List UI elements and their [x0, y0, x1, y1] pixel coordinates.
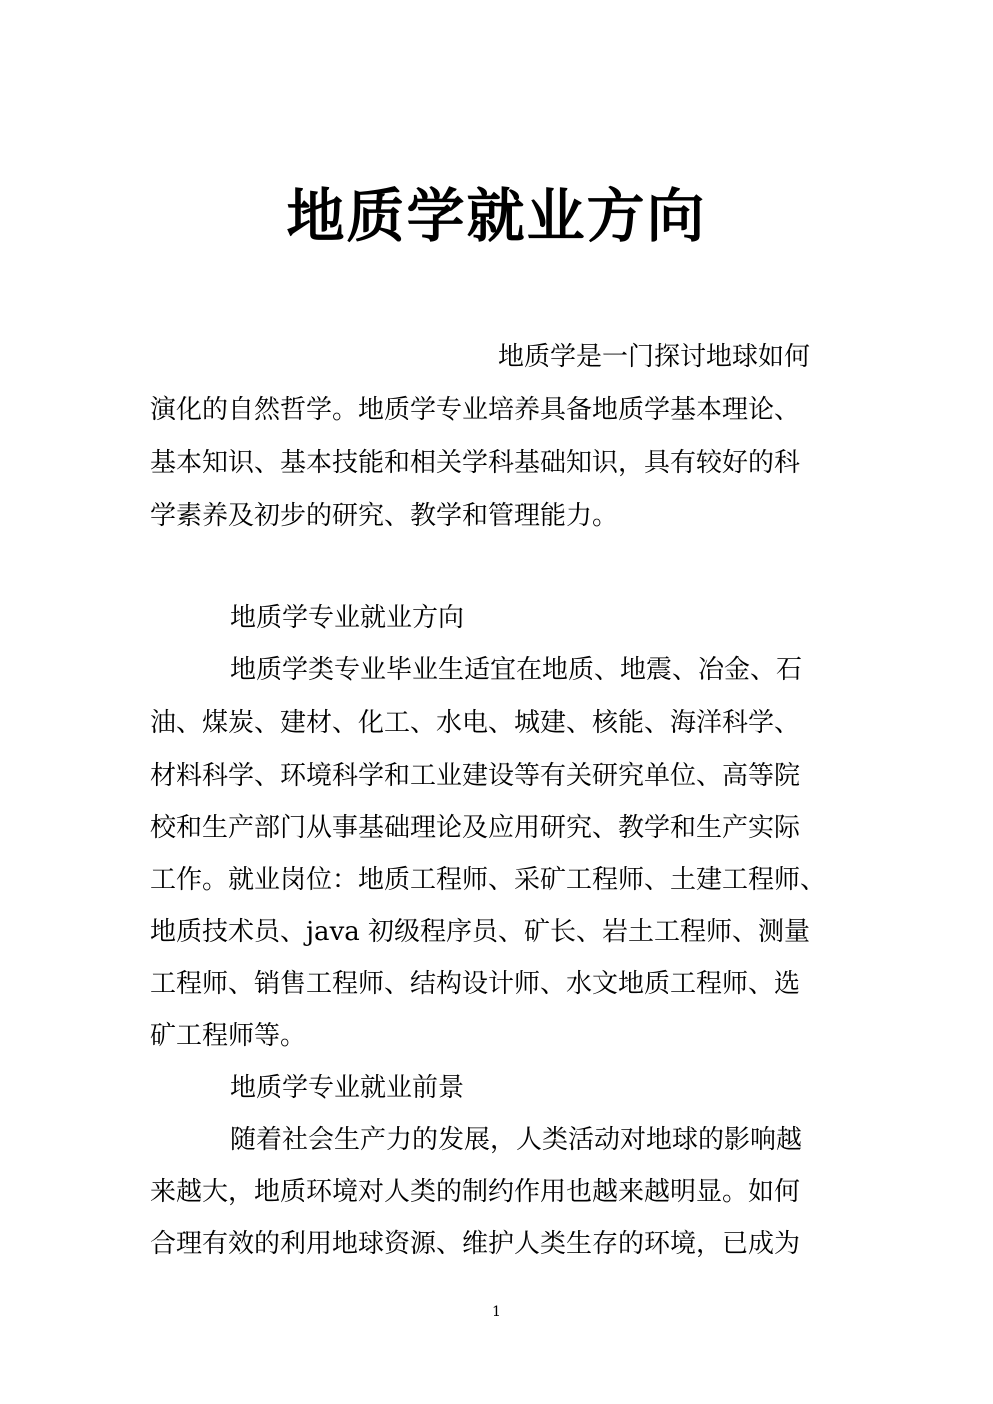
- intro-line: 基本知识、基本技能和相关学科基础知识，具有较好的科: [150, 448, 801, 478]
- section1-line: 地质学类专业毕业生适宜在地质、地震、冶金、石: [230, 655, 803, 685]
- section1-line: 校和生产部门从事基础理论及应用研究、教学和生产实际: [150, 813, 801, 843]
- section-heading-employment-prospects: 地质学专业就业前景: [230, 1073, 465, 1103]
- page-number: 1: [492, 1304, 501, 1320]
- section-heading-employment-direction: 地质学专业就业方向: [230, 603, 465, 633]
- section1-line: 地质技术员、java 初级程序员、矿长、岩土工程师、测量: [150, 917, 811, 947]
- section2-line: 随着社会生产力的发展，人类活动对地球的影响越: [230, 1125, 803, 1155]
- section1-line: 油、煤炭、建材、化工、水电、城建、核能、海洋科学、: [150, 708, 801, 738]
- section1-line: 工作。就业岗位：地质工程师、采矿工程师、土建工程师、: [150, 865, 827, 895]
- intro-line: 地质学是一门探讨地球如何: [498, 342, 811, 372]
- section1-line: 工程师、销售工程师、结构设计师、水文地质工程师、选: [150, 969, 801, 999]
- section2-line: 来越大，地质环境对人类的制约作用也越来越明显。如何: [150, 1177, 801, 1207]
- section1-line: 矿工程师等。: [150, 1021, 307, 1051]
- section1-line: 材料科学、环境科学和工业建设等有关研究单位、高等院: [150, 761, 801, 791]
- section2-line: 合理有效的利用地球资源、维护人类生存的环境，已成为: [150, 1229, 801, 1259]
- intro-line: 学素养及初步的研究、教学和管理能力。: [150, 501, 619, 531]
- document-title: 地质学就业方向: [286, 182, 707, 250]
- intro-line: 演化的自然哲学。地质学专业培养具备地质学基本理论、: [150, 395, 801, 425]
